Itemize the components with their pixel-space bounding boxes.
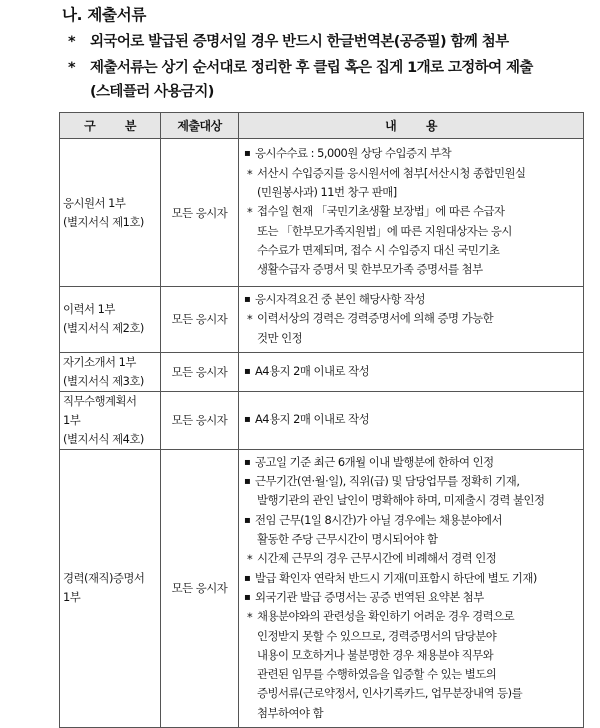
bullet-item: ▪ 근무기간(연·월·일), 직위(급) 및 담당업무를 정확히 기재, (243, 472, 579, 491)
note-ordering (68, 57, 533, 79)
continuation-line: 것만 인정 (257, 330, 303, 345)
note-text: 외국어로 발급된 증명서일 경우 반드시 한글번역본(공증필) 함께 첨부 (90, 34, 509, 50)
target-cell: 모든 응시자 (161, 139, 239, 287)
table-header-row (60, 113, 584, 139)
continuation-line: 증빙서류(근로약정서, 인사기록카드, 업무분장내역 등)를 (257, 686, 523, 701)
note-item: * 서산시 수입증지를 응시원서에 첨부[서산시청 종합민원실 (243, 164, 579, 183)
document-name-cell (60, 287, 161, 353)
continuation-line: 발행기관의 관인 날인이 명확해야 하며, 미제출시 경력 불인정 (257, 493, 545, 508)
bullet-item: ▪ 공고일 기준 최근 6개월 이내 발행분에 한하여 인정 (243, 453, 579, 472)
documents-table (59, 112, 584, 728)
document-name-cell (60, 352, 161, 391)
document-name-line: 자기소개서 1부 (63, 354, 136, 369)
document-name-line: (별지서식 제3호) (63, 373, 144, 388)
continuation-line: 관련된 임무를 수행하였음을 입증할 수 있는 별도의 (257, 667, 497, 682)
continuation-line: 생활수급자 증명서 및 한부모가족 증명서를 첨부 (257, 262, 483, 277)
header-target: 제출대상 (161, 113, 239, 139)
continuation-line: 첨부하여야 함 (257, 705, 324, 720)
content-cell (239, 139, 584, 287)
note-item: * 이력서상의 경력은 경력증명서에 의해 증명 가능한 (243, 309, 579, 328)
target-cell: 모든 응시자 (161, 449, 239, 727)
bullet-item: ▪ A4용지 2매 이내로 작성 (243, 362, 579, 381)
bullet-item: ▪ 전임 근무(1일 8시간)가 아닐 경우에는 채용분야에서 (243, 511, 579, 530)
document-name-line: 1부 (63, 590, 81, 605)
target-cell: 모든 응시자 (161, 391, 239, 449)
continuation-line: 활동한 주당 근무시간이 명시되어야 함 (257, 532, 438, 547)
note-marker: * (68, 34, 75, 50)
table-row (60, 352, 584, 391)
continuation-line: (민원봉사과) 11번 창구 판매] (257, 185, 397, 200)
note-marker: * (68, 60, 75, 76)
continuation-line: 내용이 모호하거나 불분명한 경우 채용분야 직무와 (257, 647, 494, 662)
content-cell (239, 391, 584, 449)
document-name-cell (60, 391, 161, 449)
continuation-line: 수수료가 면제되며, 접수 시 수입증지 대신 국민기초 (257, 242, 500, 257)
target-cell: 모든 응시자 (161, 352, 239, 391)
document-name-cell (60, 449, 161, 727)
document-name-line: (별지서식 제4호) (63, 431, 144, 446)
document-name-line: 1부 (63, 412, 81, 427)
section-title: 나. 제출서류 (62, 6, 147, 24)
table-row (60, 287, 584, 353)
note-translation (68, 31, 509, 53)
table-row (60, 449, 584, 727)
document-name-line: 응시원서 1부 (63, 195, 126, 210)
note-item: * 접수일 현재 「국민기초생활 보장법」에 따른 수급자 (243, 202, 579, 221)
document-name-line: (별지서식 제1호) (63, 214, 144, 229)
bullet-item: ▪ 발급 확인자 연락처 반드시 기재(미표함시 하단에 별도 기재) (243, 569, 579, 588)
content-cell (239, 287, 584, 353)
target-cell: 모든 응시자 (161, 287, 239, 353)
document-name-line: 이력서 1부 (63, 302, 115, 317)
content-cell (239, 352, 584, 391)
header-category: 구 분 (60, 113, 161, 139)
note-item: * 시간제 근무의 경우 근무시간에 비례해서 경력 인정 (243, 549, 579, 568)
header-content: 내 용 (239, 113, 584, 139)
continuation-line: 인정받지 못할 수 있으므로, 경력증명서의 담당분야 (257, 628, 497, 643)
bullet-item: ▪ 응시자격요건 중 본인 해당사항 작성 (243, 290, 579, 309)
continuation-line: 또는 「한부모가족지원법」에 따른 지원대상자는 응시 (257, 223, 512, 238)
document-name-line: 경력(재직)증명서 (63, 571, 145, 586)
bullet-item: ▪ 응시수수료 : 5,000원 상당 수입증지 부착 (243, 144, 579, 163)
document-name-line: (별지서식 제2호) (63, 321, 144, 336)
table-row (60, 391, 584, 449)
document-name-line: 직무수행계획서 (63, 393, 137, 408)
document-name-cell (60, 139, 161, 287)
content-cell (239, 449, 584, 727)
note-text: 제출서류는 상기 순서대로 정리한 후 클립 혹은 집게 1개로 고정하여 제출 (90, 60, 533, 76)
bullet-item: ▪ A4용지 2매 이내로 작성 (243, 410, 579, 429)
note-item: * 채용분야와의 관련성을 확인하기 어려운 경우 경력으로 (243, 607, 579, 626)
table-row (60, 139, 584, 287)
note-no-stapler: (스테플러 사용금지) (90, 84, 214, 100)
bullet-item: ▪ 외국기관 발급 증명서는 공증 번역된 요약본 첨부 (243, 588, 579, 607)
